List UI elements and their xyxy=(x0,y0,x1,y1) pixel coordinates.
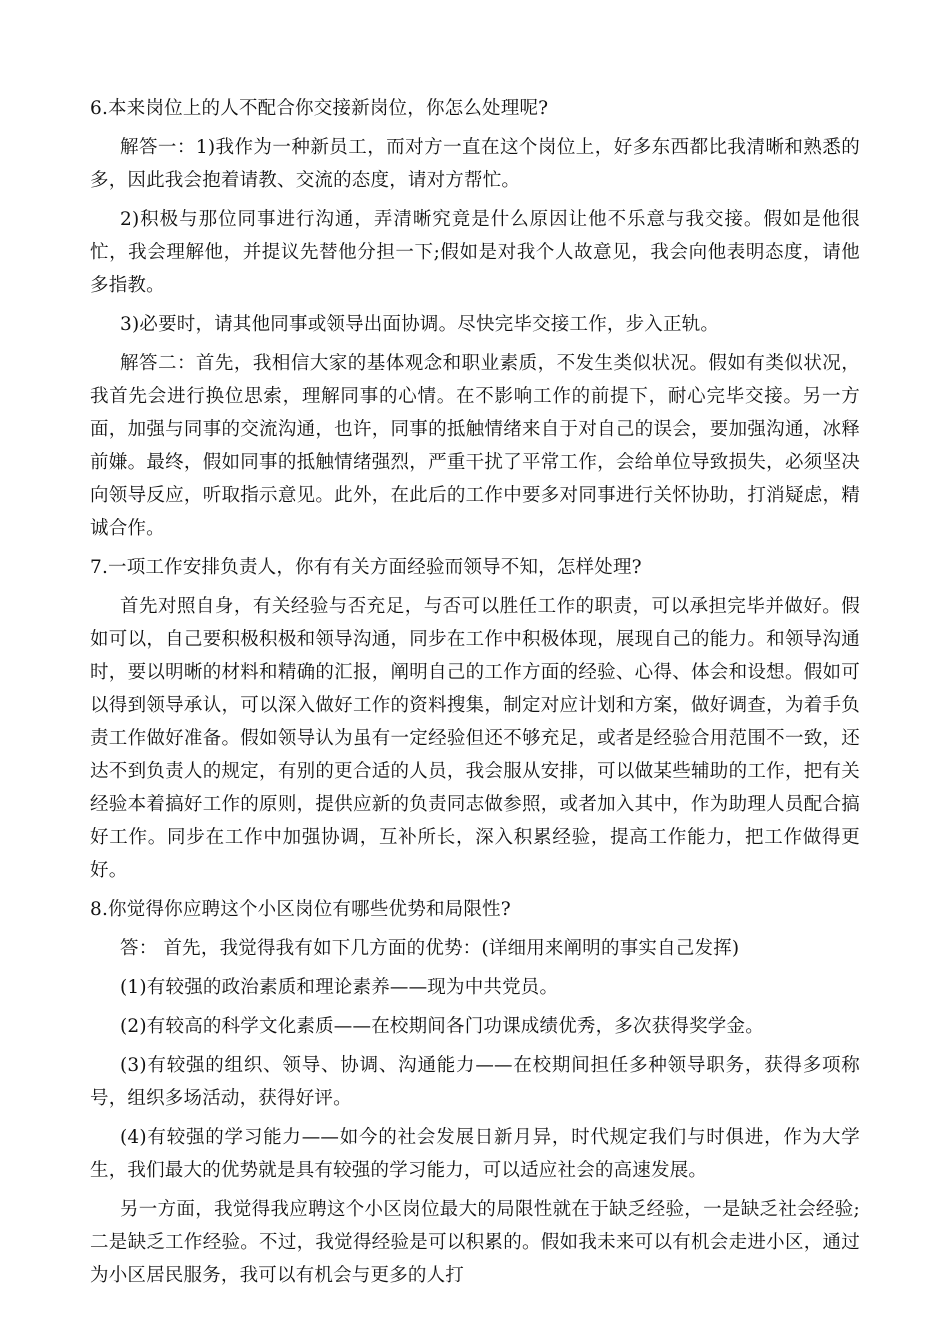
q8-advantage-4-paragraph: (4)有较强的学习能力——如今的社会发展日新月异，时代规定我们与时俱进，作为大学生，我们最大的优势就是具有较强的学习能力，可以适应社会的高速发展。 xyxy=(90,1127,860,1181)
q6-point-3-paragraph: 3)必要时，请其他同事或领导出面协调。尽快完毕交接工作，步入正轨。 xyxy=(120,314,720,335)
q8-limitation-paragraph: 另一方面，我觉得我应聘这个小区岗位最大的局限性就在于缺乏经验，一是缺乏社会经验;二是缺乏工作经验。不过，我觉得经验是可以积累的。假如我未来可以有机会走进小区，通过为小区居民服务，我可以有机会与更多的人打 xyxy=(90,1199,860,1286)
question-6-heading: 6.本来岗位上的人不配合你交接新岗位，你怎么处理呢? xyxy=(90,98,549,119)
document-body xyxy=(90,92,860,1298)
q8-advantage-3-paragraph: (3)有较强的组织、领导、协调、沟通能力——在校期间担任多种领导职务，获得多项称号，组织多场活动，获得好评。 xyxy=(90,1055,860,1109)
q8-advantage-2-paragraph: (2)有较高的科学文化素质——在校期间各门功课成绩优秀，多次获得奖学金。 xyxy=(120,1016,764,1037)
question-8-heading: 8.你觉得你应聘这个小区岗位有哪些优势和局限性? xyxy=(90,899,511,920)
q6-answer-two-paragraph: 解答二：首先，我相信大家的基体观念和职业素质，不发生类似状况。假如有类似状况，我首先会进行换位思索，理解同事的心情。在不影响工作的前提下，耐心完毕交接。另一方面，加强与同事的交流沟通，也许，同事的抵触情绪来自于对自己的误会，要加强沟通，冰释前嫌。最终，假如同事的抵触情绪强烈，严重干扰了平常工作，会给单位导致损失，必须坚决向领导反应，听取指示意见。此外，在此后的工作中要多对同事进行关怀协助，打消疑虑，精诚合作。 xyxy=(90,353,860,539)
q6-answer-one-paragraph: 解答一：1)我作为一种新员工，而对方一直在这个岗位上，好多东西都比我清晰和熟悉的多，因此我会抱着请教、交流的态度，请对方帮忙。 xyxy=(90,137,860,191)
q8-answer-intro-paragraph: 答： 首先，我觉得我有如下几方面的优势：(详细用来阐明的事实自己发挥) xyxy=(120,938,740,959)
q8-advantage-1-paragraph: (1)有较强的政治素质和理论素养——现为中共党员。 xyxy=(120,977,559,998)
question-7-heading: 7.一项工作安排负责人，你有有关方面经验而领导不知，怎样处理? xyxy=(90,557,642,578)
q6-point-2-paragraph: 2)积极与那位同事进行沟通，弄清晰究竟是什么原因让他不乐意与我交接。假如是他很忙，我会理解他，并提议先替他分担一下;假如是对我个人故意见，我会向他表明态度，请他多指教。 xyxy=(90,209,860,296)
q7-answer-paragraph: 首先对照自身，有关经验与否充足，与否可以胜任工作的职责，可以承担完毕并做好。假如可以，自己要积极积极和领导沟通，同步在工作中积极体现，展现自己的能力。和领导沟通时，要以明晰的材料和精确的汇报，阐明自己的工作方面的经验、心得、体会和设想。假如可以得到领导承认，可以深入做好工作的资料搜集，制定对应计划和方案，做好调查，为着手负责工作做好准备。假如领导认为虽有一定经验但还不够充足，或者是经验合用范围不一致，还达不到负责人的规定，有别的更合适的人员，我会服从安排，可以做某些辅助的工作，把有关经验本着搞好工作的原则，提供应新的负责同志做参照，或者加入其中，作为助理人员配合搞好工作。同步在工作中加强协调，互补所长，深入积累经验，提高工作能力，把工作做得更好。 xyxy=(90,596,860,881)
